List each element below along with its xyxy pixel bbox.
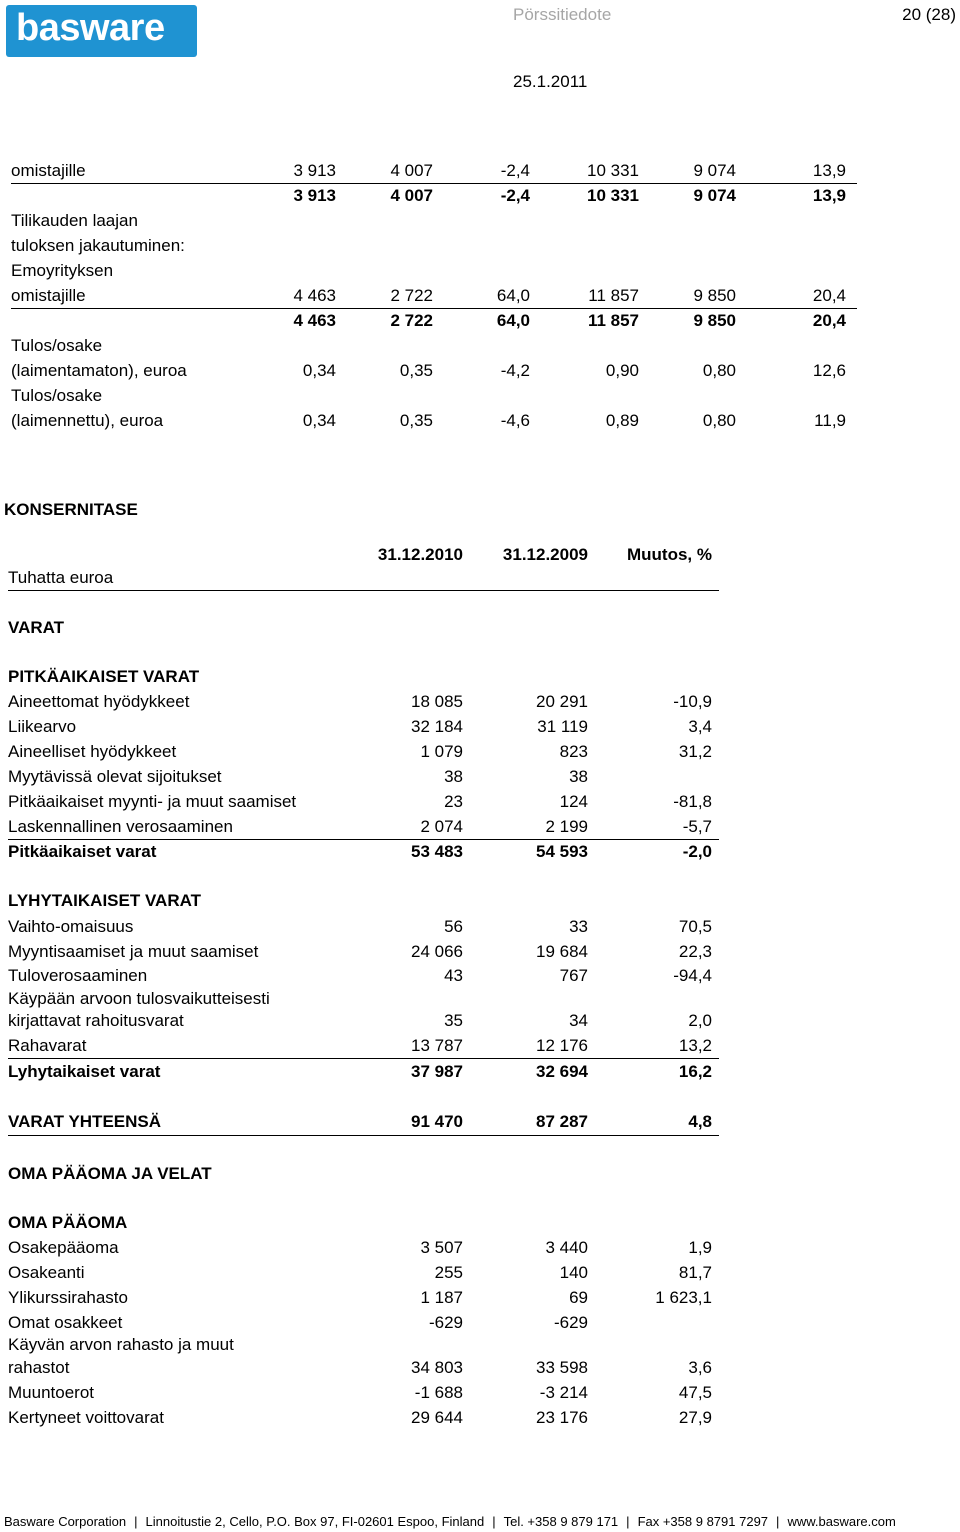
row-label: Pitkäaikaiset myynti- ja muut saamiset [8,792,297,811]
table-row [0,1406,960,1430]
row-value: 10 331 [587,161,639,180]
table-row [0,1311,960,1335]
row-label: Rahavarat [8,1036,87,1055]
table-row [0,1333,960,1357]
row-divider [8,1135,719,1136]
row-value: -5,7 [682,817,712,836]
table-row [0,665,960,689]
row-value: -629 [553,1313,588,1332]
row-value: 16,2 [678,1062,712,1081]
column-header: 31.12.2010 [377,545,463,564]
row-value: 3,4 [688,717,712,736]
table-row [0,715,960,739]
footer-website: www.basware.com [787,1514,896,1529]
row-label: Aineettomat hyödykkeet [8,692,190,711]
row-value: 18 085 [411,692,463,711]
row-value: 20 291 [536,692,588,711]
row-label: VARAT YHTEENSÄ [8,1112,162,1131]
row-value: -1 688 [414,1383,463,1402]
row-value: 13,9 [812,186,846,205]
section-title: KONSERNITASE [4,500,138,519]
table-row [0,384,960,408]
row-label: Tuloverosaaminen [8,966,148,985]
row-label: Laskennallinen verosaaminen [8,817,233,836]
row-value: 12 176 [536,1036,588,1055]
table-row [0,1060,960,1084]
row-value: -2,4 [500,186,530,205]
row-value: 20,4 [812,286,846,305]
row-label: Myyntisaamiset ja muut saamiset [8,942,259,961]
column-header: 31.12.2009 [502,545,588,564]
footer-company: Basware Corporation [4,1514,127,1529]
logo-text: basware [16,7,165,49]
row-value: -2,4 [500,161,530,180]
table-row [0,409,960,433]
row-value: 1 079 [420,742,463,761]
row-value: 9 850 [693,311,736,330]
row-value: 56 [444,917,463,936]
row-value: 38 [569,767,588,786]
row-divider [11,183,857,184]
table-row [0,940,960,964]
row-value: 64,0 [496,286,530,305]
row-divider [8,839,719,840]
row-value: -2,0 [682,842,712,861]
unit-label: Tuhatta euroa [8,568,114,587]
row-value: 32 184 [411,717,463,736]
row-value: 23 [444,792,463,811]
row-label: kirjattavat rahoitusvarat [8,1011,184,1030]
row-value: 823 [559,742,588,761]
table-row [0,334,960,358]
footer-address: Linnoitustie 2, Cello, P.O. Box 97, FI-02601 Espoo, Finland [145,1514,485,1529]
row-value: 4 007 [390,186,433,205]
row-label: Aineelliset hyödykkeet [8,742,177,761]
table-row [0,159,960,183]
row-value: 4 463 [293,286,336,305]
page-number: 20 (28) [902,5,956,24]
table-row [0,690,960,714]
row-value: 2,0 [688,1011,712,1030]
row-label: Käyvän arvon rahasto ja muut [8,1335,234,1354]
row-label: LYHYTAIKAISET VARAT [8,891,201,910]
row-label: Osakeanti [8,1263,85,1282]
table-row [0,1261,960,1285]
row-value: -94,4 [673,966,712,985]
row-value: 4,8 [688,1112,712,1131]
row-value: 87 287 [536,1112,588,1131]
row-value: 3 440 [545,1238,588,1257]
row-label: VARAT [8,618,65,637]
row-label: rahastot [8,1358,70,1377]
row-divider [8,1058,719,1059]
column-header: Muutos, % [627,545,712,564]
row-value: 20,4 [812,311,846,330]
table-row [0,964,960,988]
footer: Basware Corporation | Linnoitustie 2, Cello, P.O. Box 97, FI-02601 Espoo, Finland | Tel. +358 9 879 171 | Fax +358 9 8791 7297 | www.basware.com [4,1514,896,1529]
table-row [0,1286,960,1310]
row-value: 0,35 [399,361,433,380]
row-value: 10 331 [587,186,639,205]
row-value: 34 803 [411,1358,463,1377]
row-value: 33 598 [536,1358,588,1377]
row-value: 2 199 [545,817,588,836]
row-value: 0,90 [605,361,639,380]
row-value: 32 694 [536,1062,588,1081]
table-row [0,889,960,913]
row-value: 3 507 [420,1238,463,1257]
table-row [0,1009,960,1033]
row-label: tuloksen jakautuminen: [11,236,185,255]
row-label: Käypään arvoon tulosvaikutteisesti [8,989,270,1008]
row-value: 13,2 [678,1036,712,1055]
row-value: 31 119 [537,717,588,736]
row-value: 3,6 [688,1358,712,1377]
row-value: -81,8 [673,792,712,811]
header-divider [8,590,719,591]
table-row [0,1034,960,1058]
document-type: Pörssitiedote [513,5,612,24]
row-value: 124 [559,792,588,811]
row-label: OMA PÄÄOMA [8,1213,128,1232]
row-value: 1,9 [688,1238,712,1257]
row-value: 2 722 [390,286,433,305]
table-row [0,284,960,308]
row-label: Tulos/osake [11,386,103,405]
row-value: 9 074 [693,186,736,205]
row-value: 29 644 [411,1408,463,1427]
row-value: 4 463 [293,311,336,330]
table-row [0,790,960,814]
row-label: Ylikurssirahasto [8,1288,128,1307]
row-value: -4,6 [500,411,530,430]
footer-phone: Tel. +358 9 879 171 [503,1514,619,1529]
table-row [0,309,960,333]
row-value: -4,2 [500,361,530,380]
row-value: 11 857 [587,311,639,330]
row-label: PITKÄAIKAISET VARAT [8,667,200,686]
row-label: (laimentamaton), euroa [11,361,187,380]
table-row [0,987,960,1011]
row-label: omistajille [11,286,86,305]
table-row [0,616,960,640]
row-value: 22,3 [678,942,712,961]
row-label: Pitkäaikaiset varat [8,842,157,861]
document-date: 25.1.2011 [513,72,588,91]
row-value: 13 787 [411,1036,463,1055]
row-value: 38 [444,767,463,786]
row-value: 70,5 [678,917,712,936]
row-value: 0,34 [302,411,336,430]
row-label: Vaihto-omaisuus [8,917,134,936]
row-value: 0,89 [605,411,639,430]
row-value: 3 913 [293,186,336,205]
row-value: 2 074 [420,817,463,836]
row-value: 9 074 [693,161,736,180]
row-value: 37 987 [411,1062,463,1081]
row-label: Omat osakkeet [8,1313,123,1332]
row-label: Lyhytaikaiset varat [8,1062,161,1081]
row-value: 19 684 [536,942,588,961]
row-label: OMA PÄÄOMA JA VELAT [8,1164,212,1183]
row-value: 64,0 [496,311,530,330]
row-value: 81,7 [678,1263,712,1282]
table-row [0,915,960,939]
row-value: -3 214 [539,1383,588,1402]
table-row [0,234,960,258]
row-value: 11 857 [588,286,639,305]
row-value: 35 [444,1011,463,1030]
table-row [0,1162,960,1186]
row-label: Osakepääoma [8,1238,119,1257]
row-label: Tilikauden laajan [11,211,138,230]
footer-fax: Fax +358 9 8791 7297 [637,1514,769,1529]
row-value: 12,6 [812,361,846,380]
row-label: Muuntoerot [8,1383,94,1402]
basware-logo [6,5,197,57]
row-label: Kertyneet voittovarat [8,1408,164,1427]
row-value: 23 176 [536,1408,588,1427]
row-value: 9 850 [693,286,736,305]
row-label: Myytävissä olevat sijoitukset [8,767,222,786]
row-value: 43 [444,966,463,985]
row-label: Tulos/osake [11,336,103,355]
table-row [0,1236,960,1260]
row-value: 54 593 [536,842,588,861]
row-value: 255 [434,1263,463,1282]
row-divider [11,308,857,309]
table-row [0,740,960,764]
table-row [0,1356,960,1380]
row-value: 2 722 [390,311,433,330]
row-value: 33 [569,917,588,936]
row-value: 4 007 [390,161,433,180]
row-value: -10,9 [673,692,712,711]
row-value: 31,2 [678,742,712,761]
table-row [0,815,960,839]
row-value: 1 623,1 [655,1288,712,1307]
table-row [0,209,960,233]
row-label: Emoyrityksen [11,261,114,280]
table-row [0,184,960,208]
table-row [0,840,960,864]
row-value: 13,9 [812,161,846,180]
table-row [0,259,960,283]
table-row [0,1110,960,1134]
row-label: (laimennettu), euroa [11,411,164,430]
table-row [0,1381,960,1405]
row-value: 3 913 [293,161,336,180]
row-value: 69 [569,1288,588,1307]
row-value: 91 470 [411,1112,463,1131]
row-value: 0,35 [399,411,433,430]
row-value: 0,80 [702,411,736,430]
row-value: -629 [428,1313,463,1332]
row-value: 11,9 [814,411,846,430]
table-row [0,765,960,789]
table-row [0,1211,960,1235]
row-value: 47,5 [678,1383,712,1402]
row-value: 0,34 [302,361,336,380]
row-value: 53 483 [411,842,463,861]
row-label: omistajille [11,161,86,180]
row-value: 1 187 [420,1288,463,1307]
row-label: Liikearvo [8,717,77,736]
row-value: 27,9 [678,1408,712,1427]
row-value: 0,80 [702,361,736,380]
row-value: 140 [559,1263,588,1282]
row-value: 24 066 [411,942,463,961]
row-value: 767 [559,966,588,985]
row-value: 34 [569,1011,588,1030]
table-row [0,359,960,383]
